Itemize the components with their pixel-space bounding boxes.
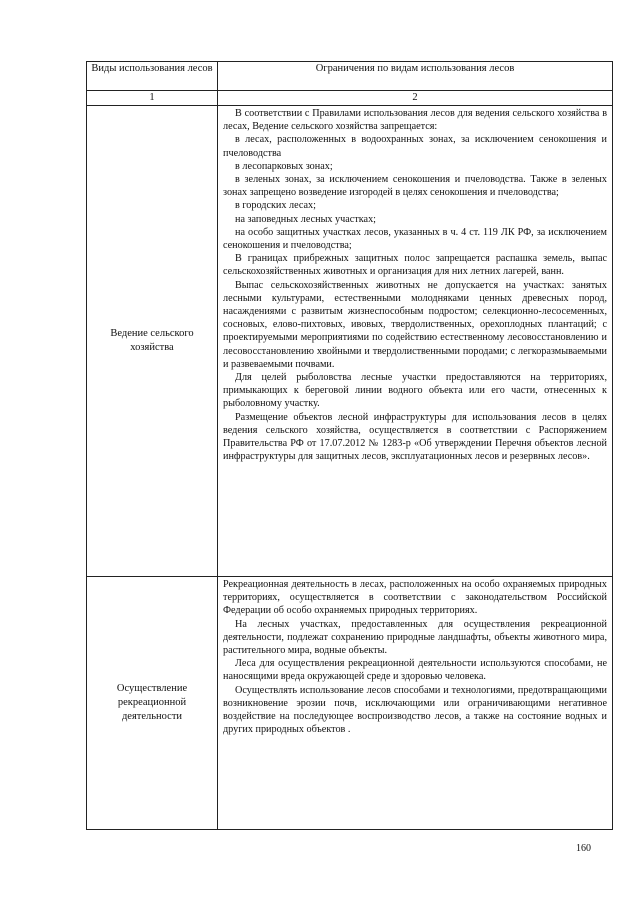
usage-type: Ведение сельского хозяйства: [87, 106, 218, 577]
paragraph: в зеленых зонах, за исключением сенокошения и пчеловодства. Также в зеленых зонах запрещено возведение изгородей в целях сенокошения и пчеловодства;: [223, 174, 607, 199]
paragraph: На лесных участках, предоставленных для осуществления рекреационной деятельности, подлежат сохранению природные ландшафты, объекты животного мира, растительного мира, водные объекты.: [223, 618, 607, 657]
table-row: [87, 577, 613, 830]
paragraph: в лесопарковых зонах;: [235, 160, 333, 172]
restrictions-cell: [218, 106, 613, 577]
usage-type: Осуществление рекреационной деятельности: [87, 577, 218, 830]
paragraph: Леса для осуществления рекреационной деятельности используются способами, не наносящими вреда окружающей среде и здоровью человека.: [223, 658, 607, 683]
paragraph: на заповедных лесных участках;: [235, 213, 377, 225]
paragraph: Осуществлять использование лесов способами и технологиями, предотвращающими возникновение эрозии почв, исключающими или ограничивающими негативное воздействие на последующее воспроизводство лесов, а также на состояние водных и других природных объектов .: [223, 684, 607, 736]
paragraph: Рекреационная деятельность в лесах, расположенных на особо охраняемых природных территориях, осуществляется в соответствии с законодательством Российской Федерации об особо охраняемых природных территориях.: [223, 579, 607, 617]
paragraph: в лесах, расположенных в водоохранных зонах, за исключением сенокошения и пчеловодства: [223, 134, 607, 159]
paragraph: Выпас сельскохозяйственных животных не допускается на участках: занятых лесными культурами, естественными молодняками ценных древесных пород, насаждениями с развитым жизнеспособным подростом; селекционно-лесосеменных, сосновых, елово-пихтовых, ивовых, твердолиственных, орехоплодных плантаций; с проектируемыми мероприятиями по содействию естественному лесовосстановлению и лесовосстановлению хвойными и твердолиственными породами; с легкоразмываемыми и развеваемыми почвами.: [223, 279, 607, 370]
paragraph: Размещение объектов лесной инфраструктуры для использования лесов в целях ведения сельского хозяйства, осуществляется в соответствии с Распоряжением Правительства РФ от 17.07.2012 № 1283-р «Об утверждении Перечня объектов лесной инфраструктуры для защитных лесов, эксплуатационных лесов и резервных лесов».: [223, 411, 607, 463]
restrictions-cell: [218, 577, 613, 830]
paragraph: В соответствии с Правилами использования лесов для ведения сельского хозяйства в лесах, Ведение сельского хозяйства запрещается:: [223, 108, 607, 133]
column-number-row: [87, 91, 613, 106]
paragraph: Для целей рыболовства лесные участки предоставляются на территориях, примыкающих к береговой линии водного объекта или его части, отнесенных к рыболовному участку.: [223, 372, 607, 410]
header-col1: Виды использования лесов: [87, 62, 218, 91]
paragraph: в городских лесах;: [235, 200, 316, 212]
column-number-1: 1: [87, 91, 218, 106]
page-number: 160: [576, 843, 591, 854]
paragraph: В границах прибрежных защитных полос запрещается распашка земель, выпас сельскохозяйственных животных и организация для них летних лагерей, ванн.: [223, 253, 607, 278]
restrictions-table: [86, 61, 613, 830]
column-number-2: 2: [218, 91, 613, 106]
table-row: [87, 106, 613, 577]
header-col2: Ограничения по видам использования лесов: [218, 62, 613, 91]
paragraph: на особо защитных участках лесов, указанных в ч. 4 ст. 119 ЛК РФ, за исключением сенокошения и пчеловодства;: [223, 226, 607, 252]
header-row: [87, 62, 613, 91]
